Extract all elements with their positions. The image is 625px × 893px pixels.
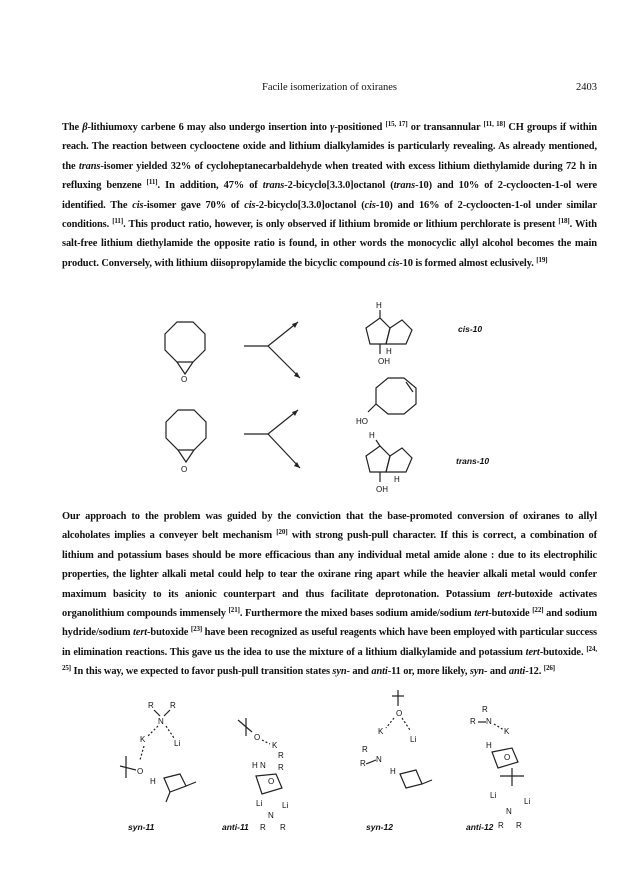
anti-11-structure <box>222 718 288 832</box>
svg-text:R: R <box>482 705 488 714</box>
running-head <box>62 82 597 98</box>
svg-text:N: N <box>486 717 492 726</box>
citation: [18] <box>558 217 570 226</box>
trans-10-structure <box>366 431 489 494</box>
anti-12-structure <box>466 705 530 832</box>
paragraph-2: Our approach to the problem was guided by the conviction that the base-promoted conversion of oxiranes to allyl alcoholates implies a conveyer belt mechanism [20] with strong push-pull character. If this is correct, a combination of lithium and potassium bases should be more efficacious than any individual metal amide alone : due to its electrophilic properties, the lighter alkali metal could help to tear the oxirane ring apart while the heavier alkali metal would confer maximum basicity to its anionic counterpart and thus facilitate deprotonation. Potassium tert-butoxide activates organolithium compounds immensely [21]. Furthermore the mixed bases sodium amide/sodium tert-butoxide [22] and sodium hydride/sodium tert-butoxide [23] have been recognized as useful reagents which have been employed with particular success in elimination reactions. This gave us the idea to use the mixture of a lithium dialkylamide and potassium tert-butoxide. [24, 25] In this way, we expected to favor push-pull transition states syn- and anti-11 or, more likely, syn- and anti-12. [26] <box>62 511 598 678</box>
svg-text:Li: Li <box>524 797 531 806</box>
svg-text:R: R <box>278 763 284 772</box>
trans-cyclooctene-oxide <box>166 410 206 474</box>
svg-text:R: R <box>360 759 366 768</box>
svg-text:R: R <box>278 751 284 760</box>
svg-text:Li: Li <box>174 739 181 748</box>
citation: [11, 18] <box>483 120 506 128</box>
svg-text:R: R <box>260 823 266 832</box>
citation: [11] <box>146 178 158 187</box>
syn-11-structure <box>120 701 196 832</box>
svg-text:R: R <box>470 717 476 726</box>
svg-text:O: O <box>396 709 403 718</box>
svg-text:OH: OH <box>376 485 388 494</box>
citation: [22] <box>532 606 544 615</box>
svg-text:H: H <box>376 301 382 310</box>
svg-text:H: H <box>390 767 396 776</box>
svg-text:R: R <box>498 821 504 830</box>
svg-text:O: O <box>181 465 188 474</box>
branch-arrow-top <box>244 322 300 378</box>
svg-text:Li: Li <box>282 801 289 810</box>
compound-label: trans-10 <box>456 456 490 466</box>
compound-label: syn-11 <box>128 822 155 832</box>
svg-text:HO: HO <box>356 417 368 426</box>
branch-arrow-bottom <box>244 410 300 468</box>
svg-text:R: R <box>280 823 286 832</box>
svg-text:K: K <box>272 741 278 750</box>
citation: [15, 17] <box>385 120 408 128</box>
svg-text:K: K <box>504 727 510 736</box>
svg-text:Li: Li <box>256 799 263 808</box>
transition-state-scheme <box>100 690 570 860</box>
svg-text:R: R <box>170 701 176 710</box>
svg-text:O: O <box>504 753 511 762</box>
citation: [23] <box>190 625 203 634</box>
compound-label: cis-10 <box>458 324 483 334</box>
svg-text:OH: OH <box>378 357 390 366</box>
cis-cyclooctene-oxide <box>165 322 205 384</box>
svg-text:N: N <box>376 755 382 764</box>
svg-text:H: H <box>369 431 375 440</box>
svg-text:K: K <box>140 735 146 744</box>
svg-text:H: H <box>252 761 258 770</box>
svg-text:N: N <box>268 811 274 820</box>
citation: [11] <box>112 217 124 226</box>
svg-text:O: O <box>181 375 188 384</box>
svg-text:O: O <box>254 733 261 742</box>
running-title: Facile isomerization of oxiranes <box>262 82 397 93</box>
compound-label: anti-12 <box>466 822 494 832</box>
svg-text:H: H <box>394 475 400 484</box>
svg-text:N: N <box>158 717 164 726</box>
paragraph-1: The β-lithiumoxy carbene 6 may also undergo insertion into γ-positioned [15, 17] or transannular [11, 18] CH groups if within reach. The reaction between cyclooctene oxide and lithium dialkylamides is particularly revealing. As already mentioned, the trans-isomer yielded 32% of cycloheptanecarbaldehyde when treated with excess lithium diethylamide during 72 h in refluxing benzene [11]. In addition, 47% of trans-2-bicyclo[3.3.0]octanol (trans-10) and 10% of 2-cycloocten-1-ol were identified. The cis-isomer gave 70% of cis-2-bicyclo[3.3.0]octanol (cis-10) and 16% of 2-cycloocten-1-ol under similar conditions. [11]. This product ratio, however, is only observed if lithium bromide or lithium perchlorate is present [18]. With salt-free lithium diethylamide the opposite ratio is found, in other words the monocyclic allyl alcohol becomes the main product. Conversely, with lithium diisopropylamide the bicyclic compound cis-10 is formed almost eclusively. [19] <box>62 120 597 269</box>
svg-text:Li: Li <box>410 735 417 744</box>
compound-label: anti-11 <box>222 822 249 832</box>
citation: [20] <box>276 528 288 537</box>
svg-text:N: N <box>506 807 512 816</box>
citation: [26] <box>543 664 556 673</box>
citation: [21] <box>228 606 240 615</box>
svg-text:H: H <box>486 741 492 750</box>
svg-text:K: K <box>378 727 384 736</box>
page-number: 2403 <box>576 82 597 93</box>
compound-label: syn-12 <box>366 822 393 832</box>
svg-text:H: H <box>150 777 156 786</box>
svg-text:O: O <box>137 767 144 776</box>
citation: [19] <box>536 255 548 264</box>
svg-text:H: H <box>386 347 392 356</box>
cis-10-structure <box>366 301 482 366</box>
citation: [24, 25] <box>62 644 597 673</box>
svg-text:R: R <box>362 745 368 754</box>
svg-text:O: O <box>268 777 275 786</box>
svg-text:N: N <box>260 761 266 770</box>
reaction-scheme-1 <box>140 300 540 500</box>
cyclooctenol-structure <box>356 378 416 426</box>
syn-12-structure <box>360 690 432 832</box>
svg-text:R: R <box>148 701 154 710</box>
svg-text:Li: Li <box>490 791 497 800</box>
svg-text:R: R <box>516 821 522 830</box>
